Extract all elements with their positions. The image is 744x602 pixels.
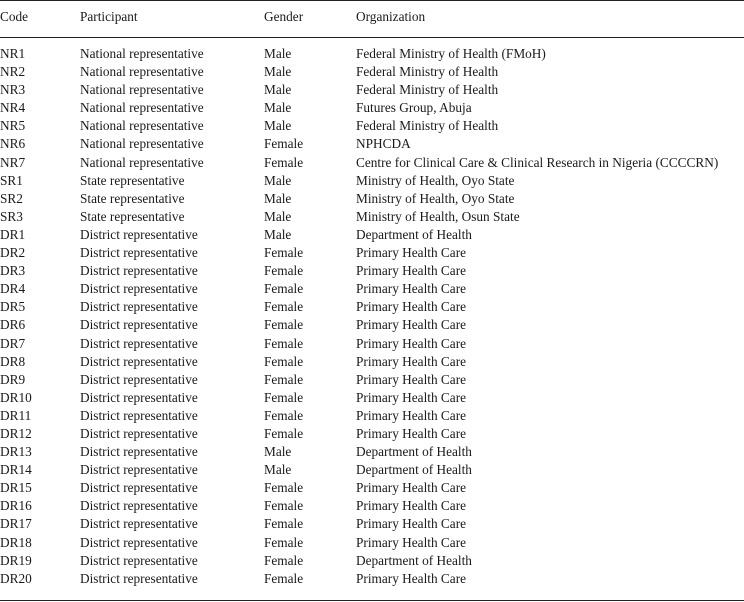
cell-participant: District representative bbox=[80, 353, 198, 369]
cell-participant: District representative bbox=[80, 389, 198, 405]
cell-gender: Female bbox=[264, 498, 304, 514]
cell-gender: Female bbox=[264, 317, 304, 333]
cell-gender: Female bbox=[264, 516, 304, 532]
cell-organization: Ministry of Health, Oyo State bbox=[356, 190, 515, 206]
cell-participant: District representative bbox=[80, 516, 198, 532]
cell-participant: District representative bbox=[80, 245, 198, 261]
table-row bbox=[0, 280, 744, 298]
cell-code: DR6 bbox=[0, 317, 26, 333]
cell-code: DR2 bbox=[0, 245, 26, 261]
table-row bbox=[0, 407, 744, 425]
cell-organization: Primary Health Care bbox=[356, 245, 467, 261]
cell-organization: Department of Health bbox=[356, 462, 472, 478]
table-body bbox=[0, 37, 744, 588]
cell-gender: Female bbox=[264, 335, 304, 351]
table-row bbox=[0, 117, 744, 135]
table-row bbox=[0, 552, 744, 570]
table-row bbox=[0, 226, 744, 244]
cell-participant: National representative bbox=[80, 46, 204, 61]
cell-gender: Female bbox=[264, 570, 304, 586]
header-participant: Participant bbox=[80, 9, 138, 25]
cell-participant: State representative bbox=[80, 190, 185, 206]
cell-participant: National representative bbox=[80, 100, 204, 116]
cell-code: DR13 bbox=[0, 444, 32, 460]
cell-gender: Male bbox=[264, 444, 292, 460]
cell-code: DR5 bbox=[0, 299, 26, 315]
cell-participant: District representative bbox=[80, 281, 198, 297]
table-row bbox=[0, 81, 744, 99]
cell-organization: Primary Health Care bbox=[356, 407, 467, 423]
cell-gender: Female bbox=[264, 534, 304, 550]
cell-code: DR11 bbox=[0, 407, 32, 423]
table-row bbox=[0, 570, 744, 588]
cell-gender: Female bbox=[264, 353, 304, 369]
cell-gender: Male bbox=[264, 226, 292, 242]
cell-gender: Male bbox=[264, 462, 292, 478]
cell-code: NR5 bbox=[0, 118, 26, 134]
cell-code: DR14 bbox=[0, 462, 32, 478]
cell-code: SR1 bbox=[0, 172, 23, 188]
cell-code: DR3 bbox=[0, 263, 26, 279]
table-row bbox=[0, 262, 744, 280]
cell-participant: District representative bbox=[80, 570, 198, 586]
cell-organization: Primary Health Care bbox=[356, 335, 467, 351]
cell-code: DR12 bbox=[0, 425, 32, 441]
cell-gender: Male bbox=[264, 208, 292, 224]
header-organization: Organization bbox=[356, 9, 426, 25]
cell-organization: NPHCDA bbox=[356, 136, 411, 152]
table-header-row bbox=[0, 0, 744, 37]
cell-organization: Primary Health Care bbox=[356, 371, 467, 387]
table-spacer bbox=[0, 37, 744, 45]
cell-code: SR3 bbox=[0, 208, 23, 224]
table-row bbox=[0, 190, 744, 208]
cell-gender: Female bbox=[264, 407, 304, 423]
cell-gender: Male bbox=[264, 46, 292, 61]
table-row bbox=[0, 154, 744, 172]
cell-organization: Primary Health Care bbox=[356, 353, 467, 369]
cell-code: NR3 bbox=[0, 82, 26, 98]
cell-organization: Primary Health Care bbox=[356, 299, 467, 315]
header-code: Code bbox=[0, 9, 29, 25]
cell-participant: District representative bbox=[80, 534, 198, 550]
cell-participant: State representative bbox=[80, 208, 185, 224]
table-row bbox=[0, 479, 744, 497]
cell-gender: Female bbox=[264, 425, 304, 441]
cell-organization: Federal Ministry of Health bbox=[356, 82, 499, 98]
cell-code: DR8 bbox=[0, 353, 26, 369]
cell-organization: Federal Ministry of Health bbox=[356, 118, 499, 134]
table-row bbox=[0, 172, 744, 190]
cell-participant: District representative bbox=[80, 444, 198, 460]
cell-organization: Primary Health Care bbox=[356, 263, 467, 279]
cell-gender: Female bbox=[264, 480, 304, 496]
cell-gender: Female bbox=[264, 263, 304, 279]
table-row bbox=[0, 208, 744, 226]
table-row bbox=[0, 45, 744, 63]
cell-code: DR15 bbox=[0, 480, 32, 496]
cell-gender: Male bbox=[264, 172, 292, 188]
table-row bbox=[0, 443, 744, 461]
table-bottom-rule bbox=[0, 600, 744, 601]
cell-code: DR4 bbox=[0, 281, 26, 297]
cell-gender: Female bbox=[264, 552, 304, 568]
cell-participant: District representative bbox=[80, 498, 198, 514]
cell-gender: Male bbox=[264, 64, 292, 80]
cell-organization: Futures Group, Abuja bbox=[356, 100, 472, 116]
cell-organization: Department of Health bbox=[356, 552, 472, 568]
table-row bbox=[0, 99, 744, 117]
cell-gender: Female bbox=[264, 245, 304, 261]
cell-organization: Primary Health Care bbox=[356, 389, 467, 405]
cell-organization: Primary Health Care bbox=[356, 317, 467, 333]
cell-code: NR7 bbox=[0, 154, 26, 170]
cell-participant: District representative bbox=[80, 317, 198, 333]
table-row bbox=[0, 135, 744, 153]
cell-participant: District representative bbox=[80, 263, 198, 279]
table-row bbox=[0, 534, 744, 552]
cell-organization: Primary Health Care bbox=[356, 534, 467, 550]
cell-code: NR1 bbox=[0, 46, 26, 61]
cell-organization: Primary Health Care bbox=[356, 425, 467, 441]
cell-code: DR9 bbox=[0, 371, 26, 387]
cell-code: DR18 bbox=[0, 534, 32, 550]
cell-code: SR2 bbox=[0, 190, 23, 206]
cell-code: DR19 bbox=[0, 552, 32, 568]
cell-organization: Centre for Clinical Care & Clinical Research in Nigeria (CCCCRN) bbox=[356, 154, 719, 170]
cell-code: DR1 bbox=[0, 226, 26, 242]
cell-code: NR6 bbox=[0, 136, 26, 152]
cell-participant: State representative bbox=[80, 172, 185, 188]
table-row bbox=[0, 425, 744, 443]
cell-code: NR2 bbox=[0, 64, 26, 80]
cell-gender: Female bbox=[264, 136, 304, 152]
cell-code: DR16 bbox=[0, 498, 32, 514]
cell-gender: Female bbox=[264, 281, 304, 297]
table-row bbox=[0, 497, 744, 515]
cell-organization: Primary Health Care bbox=[356, 516, 467, 532]
cell-organization: Primary Health Care bbox=[356, 281, 467, 297]
cell-organization: Federal Ministry of Health bbox=[356, 64, 499, 80]
cell-gender: Female bbox=[264, 389, 304, 405]
cell-participant: National representative bbox=[80, 64, 204, 80]
cell-participant: National representative bbox=[80, 82, 204, 98]
cell-code: DR7 bbox=[0, 335, 26, 351]
cell-participant: District representative bbox=[80, 480, 198, 496]
cell-organization: Primary Health Care bbox=[356, 498, 467, 514]
cell-gender: Female bbox=[264, 299, 304, 315]
cell-code: DR10 bbox=[0, 389, 32, 405]
table-row bbox=[0, 244, 744, 262]
cell-gender: Male bbox=[264, 82, 292, 98]
header-gender: Gender bbox=[264, 9, 304, 25]
cell-code: DR17 bbox=[0, 516, 32, 532]
cell-participant: District representative bbox=[80, 335, 198, 351]
table-row bbox=[0, 515, 744, 533]
cell-participant: National representative bbox=[80, 136, 204, 152]
cell-code: DR20 bbox=[0, 570, 32, 586]
table-row bbox=[0, 298, 744, 316]
cell-participant: District representative bbox=[80, 425, 198, 441]
cell-organization: Ministry of Health, Oyo State bbox=[356, 172, 515, 188]
cell-participant: District representative bbox=[80, 371, 198, 387]
table-row bbox=[0, 316, 744, 334]
cell-organization: Ministry of Health, Osun State bbox=[356, 208, 520, 224]
table-row bbox=[0, 335, 744, 353]
table-row bbox=[0, 353, 744, 371]
table-row bbox=[0, 371, 744, 389]
cell-code: NR4 bbox=[0, 100, 26, 116]
cell-gender: Female bbox=[264, 154, 304, 170]
cell-organization: Primary Health Care bbox=[356, 480, 467, 496]
cell-gender: Male bbox=[264, 100, 292, 116]
table-row bbox=[0, 63, 744, 81]
cell-participant: District representative bbox=[80, 552, 198, 568]
cell-participant: District representative bbox=[80, 462, 198, 478]
cell-participant: National representative bbox=[80, 154, 204, 170]
cell-participant: District representative bbox=[80, 407, 198, 423]
cell-participant: District representative bbox=[80, 226, 198, 242]
cell-organization: Primary Health Care bbox=[356, 570, 467, 586]
cell-participant: National representative bbox=[80, 118, 204, 134]
table-row bbox=[0, 461, 744, 479]
cell-organization: Federal Ministry of Health (FMoH) bbox=[356, 46, 546, 61]
cell-gender: Male bbox=[264, 190, 292, 206]
cell-organization: Department of Health bbox=[356, 444, 472, 460]
cell-participant: District representative bbox=[80, 299, 198, 315]
cell-gender: Male bbox=[264, 118, 292, 134]
table-row bbox=[0, 389, 744, 407]
cell-organization: Department of Health bbox=[356, 226, 472, 242]
cell-gender: Female bbox=[264, 371, 304, 387]
